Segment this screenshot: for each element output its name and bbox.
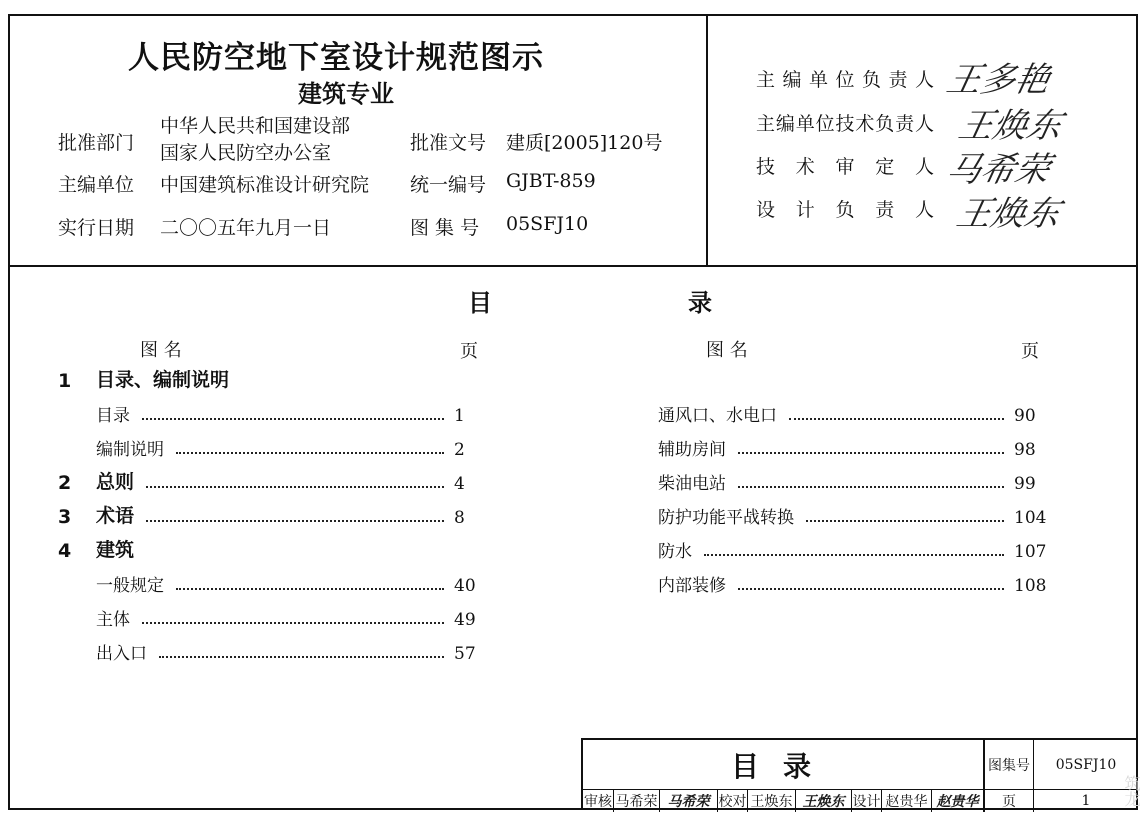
title-block [581, 738, 1138, 810]
leader-dots [142, 418, 444, 420]
toc-row-page: 1 [454, 406, 465, 426]
toc-row-page: 49 [454, 610, 476, 630]
atlas-no-value: 05SFJ10 [506, 213, 589, 235]
toc-row[interactable] [658, 436, 1048, 460]
check-name: 王焕东 [747, 790, 795, 812]
leader-dots [806, 520, 1004, 522]
toc-row-page: 98 [1014, 440, 1036, 460]
toc-row-page: 90 [1014, 406, 1036, 426]
toc-col-page-right: 页 [1021, 341, 1039, 362]
approval-dept-line1: 中华人民共和国建设部 [160, 115, 351, 137]
toc-row-name: 通风口、水电口 [658, 406, 777, 426]
toc-row-name: 建筑 [96, 539, 135, 561]
toc-row[interactable] [58, 436, 478, 460]
check-label: 校对 [717, 790, 747, 812]
leader-dots [146, 520, 444, 522]
atlas-label: 图集号 [983, 740, 1033, 790]
toc-row[interactable] [58, 470, 478, 494]
toc-row-name: 目录、编制说明 [96, 369, 230, 391]
leader-dots [159, 656, 444, 658]
leader-dots [176, 588, 444, 590]
editor-unit-label: 主编单位 [58, 174, 135, 196]
leader-dots [146, 486, 444, 488]
toc-row-page: 99 [1014, 474, 1036, 494]
toc-row-num: 4 [58, 540, 72, 562]
toc-row-page: 107 [1014, 542, 1047, 562]
toc-row-name: 防水 [658, 542, 692, 562]
editor-unit-value: 中国建筑标准设计研究院 [160, 174, 370, 196]
signature-tech-review: 马希荣 [943, 150, 1054, 190]
toc-row-name: 一般规定 [96, 576, 164, 596]
toc-row[interactable] [658, 572, 1048, 596]
leader-dots [704, 554, 1004, 556]
design-name: 赵贵华 [881, 790, 931, 812]
approval-dept-line2: 国家人民防空办公室 [160, 142, 332, 164]
sig-role-chief-unit: 主编单位负责人 [756, 69, 934, 91]
page-title: 人民防空地下室设计规范图示 [128, 40, 544, 76]
toc-row-name: 主体 [96, 610, 130, 630]
approval-doc-value: 建质[2005]120号 [506, 132, 663, 154]
signature-tech-chief: 王焕东 [955, 106, 1066, 146]
toc-row-page: 57 [454, 644, 476, 664]
toc-row-name: 内部装修 [658, 576, 726, 596]
unified-no-label: 统一编号 [410, 174, 487, 196]
design-label: 设计 [851, 790, 881, 812]
signature-design-chief: 王焕东 [953, 194, 1064, 234]
toc-row-name: 出入口 [96, 644, 147, 664]
review-label: 审核 [584, 794, 612, 810]
leader-dots [738, 486, 1004, 488]
toc-left-column [58, 368, 478, 674]
toc-row[interactable] [58, 538, 478, 562]
signature-chief-unit: 王多艳 [943, 60, 1054, 100]
toc-row-page: 4 [454, 474, 465, 494]
page-label: 页 [983, 790, 1033, 812]
toc-heading-left: 目 [468, 289, 492, 317]
toc-row-page: 108 [1014, 576, 1047, 596]
header-vertical-divider [706, 14, 708, 266]
leader-dots [142, 622, 444, 624]
toc-row-name: 术语 [96, 505, 135, 527]
review-name: 马希荣 [613, 790, 659, 812]
toc-row-page: 2 [454, 440, 465, 460]
leader-dots [176, 452, 444, 454]
sig-role-tech-chief: 主编单位技术负责人 [756, 113, 934, 135]
effective-date-label: 实行日期 [58, 217, 135, 239]
toc-row[interactable] [58, 606, 478, 630]
page-value: 1 [1033, 790, 1138, 812]
review-signature: 马希荣 [659, 790, 717, 812]
toc-right-column [658, 402, 1048, 606]
toc-row-num: 3 [58, 506, 72, 528]
toc-row[interactable] [658, 402, 1048, 426]
unified-no-value: GJBT-859 [506, 170, 596, 192]
toc-row[interactable] [58, 640, 478, 664]
leader-dots [789, 418, 1004, 420]
toc-heading-right: 录 [688, 289, 712, 317]
toc-row-page: 8 [454, 508, 465, 528]
effective-date-value: 二〇〇五年九月一日 [160, 217, 332, 239]
sig-role-design-chief: 设计负责人 [756, 199, 934, 221]
toc-row-num: 2 [58, 472, 72, 494]
approval-dept-label: 批准部门 [58, 132, 135, 154]
toc-row-name: 目录 [96, 406, 130, 426]
sig-role-tech-review: 技术审定人 [756, 156, 934, 178]
toc-row-num: 1 [58, 370, 72, 392]
toc-row-name: 柴油电站 [658, 474, 726, 494]
toc-col-name-left: 图 名 [140, 340, 182, 361]
page-subtitle: 建筑专业 [298, 80, 394, 108]
check-signature: 王焕东 [795, 790, 851, 812]
toc-col-name-right: 图 名 [706, 340, 748, 361]
approval-doc-label: 批准文号 [410, 132, 487, 154]
atlas-no-label: 图 集 号 [410, 217, 480, 239]
header-divider [8, 265, 1138, 267]
design-signature: 赵贵华 [931, 790, 983, 812]
title-block-title: 目录 [583, 740, 983, 790]
toc-row-name: 防护功能平战转换 [658, 508, 794, 528]
toc-row[interactable] [58, 504, 478, 528]
leader-dots [738, 452, 1004, 454]
toc-row-page: 40 [454, 576, 476, 596]
toc-row-name: 总则 [96, 471, 135, 493]
toc-row[interactable] [58, 402, 478, 426]
toc-row[interactable] [658, 504, 1048, 528]
toc-row[interactable] [658, 538, 1048, 562]
toc-row-page: 104 [1014, 508, 1047, 528]
toc-row[interactable] [58, 368, 478, 392]
toc-row-name: 编制说明 [96, 440, 164, 460]
toc-row[interactable] [658, 470, 1048, 494]
toc-row-name: 辅助房间 [658, 440, 726, 460]
leader-dots [738, 588, 1004, 590]
atlas-value: 05SFJ10 [1033, 740, 1138, 790]
toc-row[interactable] [58, 572, 478, 596]
watermark: 筑龙 [1122, 775, 1141, 807]
toc-col-page-left: 页 [460, 341, 478, 362]
